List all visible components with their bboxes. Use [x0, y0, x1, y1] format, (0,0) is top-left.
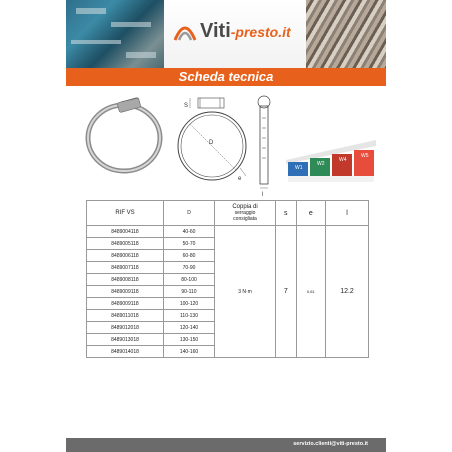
datasheet-page: [66, 0, 386, 452]
cell-rif: 8489011018: [87, 310, 164, 322]
label-l: l: [262, 192, 264, 198]
cell-d: 130-150: [164, 334, 215, 346]
coppia-sub1: serraggio: [234, 210, 256, 216]
cell-e: 0,61: [296, 226, 326, 358]
label-s: S: [184, 103, 189, 109]
cell-rif: 8489014018: [87, 346, 164, 358]
cell-rif: 8489009118: [87, 286, 164, 298]
cell-d: 60-80: [164, 250, 215, 262]
footer-bar: [66, 438, 386, 452]
col-e-header: e: [296, 201, 326, 226]
logo-arc-icon: [172, 18, 198, 44]
technical-drawings: [66, 88, 386, 198]
logo-main: Viti: [200, 20, 231, 42]
col-rif-header: RIF VS: [87, 201, 164, 226]
cell-rif: 8489004118: [87, 226, 164, 238]
header-banner: [66, 0, 386, 68]
cell-d: 110-130: [164, 310, 215, 322]
table-row: [87, 226, 369, 238]
cell-d: 70-90: [164, 262, 215, 274]
clamp-front-view: [178, 98, 246, 180]
screws-photo: [306, 0, 386, 68]
cell-d: 40-60: [164, 226, 215, 238]
cell-rif: 8489013018: [87, 334, 164, 346]
col-d-header: D: [164, 201, 215, 226]
tier-w2-label: W2: [317, 161, 325, 167]
cell-rif: 8489008118: [87, 274, 164, 286]
coppia-title: Coppia di: [232, 204, 258, 210]
cell-rif: 8489012018: [87, 322, 164, 334]
cell-l: 12.2: [326, 226, 369, 358]
cell-rif: 8489007118: [87, 262, 164, 274]
cell-rif: 8489006118: [87, 250, 164, 262]
material-class-chart: [286, 140, 376, 182]
cell-s: 7: [276, 226, 297, 358]
table-header-row: [87, 201, 369, 226]
logo-sub: -presto.it: [230, 24, 291, 40]
cell-rif: 8489005118: [87, 238, 164, 250]
cell-d: 100-120: [164, 298, 215, 310]
col-l-header: l: [326, 201, 369, 226]
tier-w1-label: W1: [295, 165, 303, 171]
clamp-side-view: [258, 96, 270, 188]
col-s-header: s: [276, 201, 297, 226]
logo-text: [200, 20, 291, 43]
spec-table: [86, 200, 369, 358]
cell-rif: 8489009118: [87, 298, 164, 310]
col-coppia-header: [215, 201, 276, 226]
clamp-3d-illustration: [88, 97, 160, 171]
tier-w5-label: W5: [361, 153, 369, 159]
cell-d: 140-160: [164, 346, 215, 358]
table-body: [87, 226, 369, 358]
label-d: D: [209, 140, 214, 146]
tier-w4-label: W4: [339, 157, 347, 163]
cell-d: 90-110: [164, 286, 215, 298]
tools-photo: [66, 0, 164, 68]
cell-coppia: 3 N·m: [215, 226, 276, 358]
cell-d: 120-140: [164, 322, 215, 334]
cell-d: 80-100: [164, 274, 215, 286]
logo: [164, 0, 306, 68]
page-title: Scheda tecnica: [178, 69, 274, 84]
cell-d: 50-70: [164, 238, 215, 250]
footer-email[interactable]: servizio.clienti@viti-presto.it: [293, 441, 368, 447]
coppia-sub2: consigliata: [233, 216, 257, 222]
label-e: e: [238, 176, 242, 182]
